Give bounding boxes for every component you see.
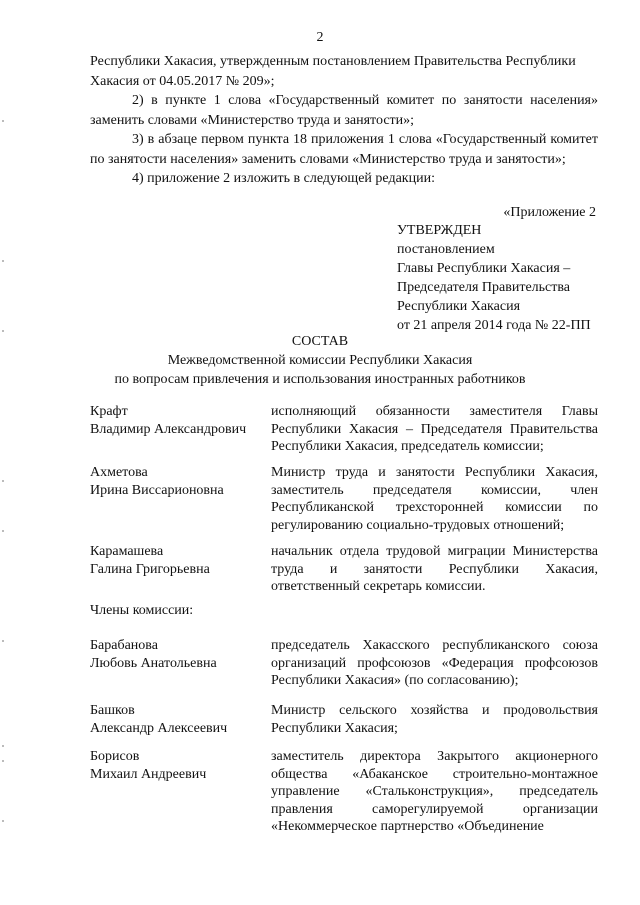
person-role: исполняющий обязанности заместителя Главы Республики Хакасия – Председателя Правительства Республики Хакасия, председатель комиссии; xyxy=(271,404,598,454)
intro-paragraph-1-line-1: Республики Хакасия, утвержденным постановлением Правительства Республики xyxy=(90,54,576,69)
person-surname: Крафт xyxy=(90,404,128,419)
person-surname: Барабанова xyxy=(90,638,158,653)
person-given-name: Галина Григорьевна xyxy=(90,561,210,577)
person-name xyxy=(90,637,265,672)
approval-stamp-block xyxy=(397,221,591,335)
appendix-reference: «Приложение 2 xyxy=(503,205,596,220)
person-role: председатель Хакасского республиканского союза организаций профсоюзов «Федерация профсоюзов Республики Хакасия» (по согласованию); xyxy=(271,638,598,688)
person-given-name: Любовь Анатольевна xyxy=(90,655,217,671)
intro-text xyxy=(90,52,598,189)
person-given-name: Александр Алексеевич xyxy=(90,720,228,736)
composition-heading xyxy=(0,332,640,389)
approval-line-1: постановлением xyxy=(397,242,495,257)
approval-line-2: Главы Республики Хакасия – xyxy=(397,261,571,276)
intro-paragraph-4: 4) приложение 2 изложить в следующей редакции: xyxy=(132,171,435,186)
person-name xyxy=(90,464,265,499)
person-role: заместитель директора Закрытого акционерного общества «Абаканское строительно-монтажное управление «Стальконструкция», председатель правления саморегулируемой организации «Некоммерческое партнерство «Объединение xyxy=(271,749,598,834)
intro-paragraph-3: 3) в абзаце первом пункта 18 приложения 1 слова «Государственный комитет по занятости населения» заменить словами «Министерство труда и занятости»; xyxy=(90,132,598,167)
person-role: Министр труда и занятости Республики Хакасия, заместитель председателя комиссии, член Республиканской трехсторонней комиссии по регулированию социально-трудовых отношений; xyxy=(271,465,598,533)
composition-subtitle-2: по вопросам привлечения и использования иностранных работников xyxy=(114,372,526,387)
intro-paragraph-2: 2) в пункте 1 слова «Государственный комитет по занятости населения» заменить словами «Министерство труда и занятости»; xyxy=(90,93,598,128)
approved-heading: УТВЕРЖДЕН xyxy=(397,223,482,238)
person-given-name: Владимир Александрович xyxy=(90,421,247,437)
person-given-name: Ирина Виссарионовна xyxy=(90,482,224,498)
person-role: Министр сельского хозяйства и продовольствия Республики Хакасия; xyxy=(271,703,598,736)
person-name xyxy=(90,403,265,438)
composition-subtitle-1: Межведомственной комиссии Республики Хакасия xyxy=(167,353,473,368)
person-surname: Карамашева xyxy=(90,544,164,559)
scan-margin-marks xyxy=(2,0,6,905)
person-surname: Ахметова xyxy=(90,465,148,480)
person-role: начальник отдела трудовой миграции Министерства труда и занятости Республики Хакасия, ответственный секретарь комиссии. xyxy=(271,544,598,594)
person-surname: Башков xyxy=(90,703,135,718)
person-name xyxy=(90,748,265,783)
person-name xyxy=(90,702,265,737)
approval-line-3: Председателя Правительства xyxy=(397,280,571,295)
intro-paragraph-1-line-2: Хакасия от 04.05.2017 № 209»; xyxy=(90,73,275,89)
person-name xyxy=(90,543,265,578)
person-surname: Борисов xyxy=(90,749,140,764)
approval-line-4: Республики Хакасия xyxy=(397,299,521,314)
composition-title: СОСТАВ xyxy=(291,334,349,349)
approval-line-5: от 21 апреля 2014 года № 22-ПП xyxy=(397,318,591,333)
page-number: 2 xyxy=(316,30,324,45)
members-label: Члены комиссии: xyxy=(90,603,194,618)
person-given-name: Михаил Андреевич xyxy=(90,766,207,782)
